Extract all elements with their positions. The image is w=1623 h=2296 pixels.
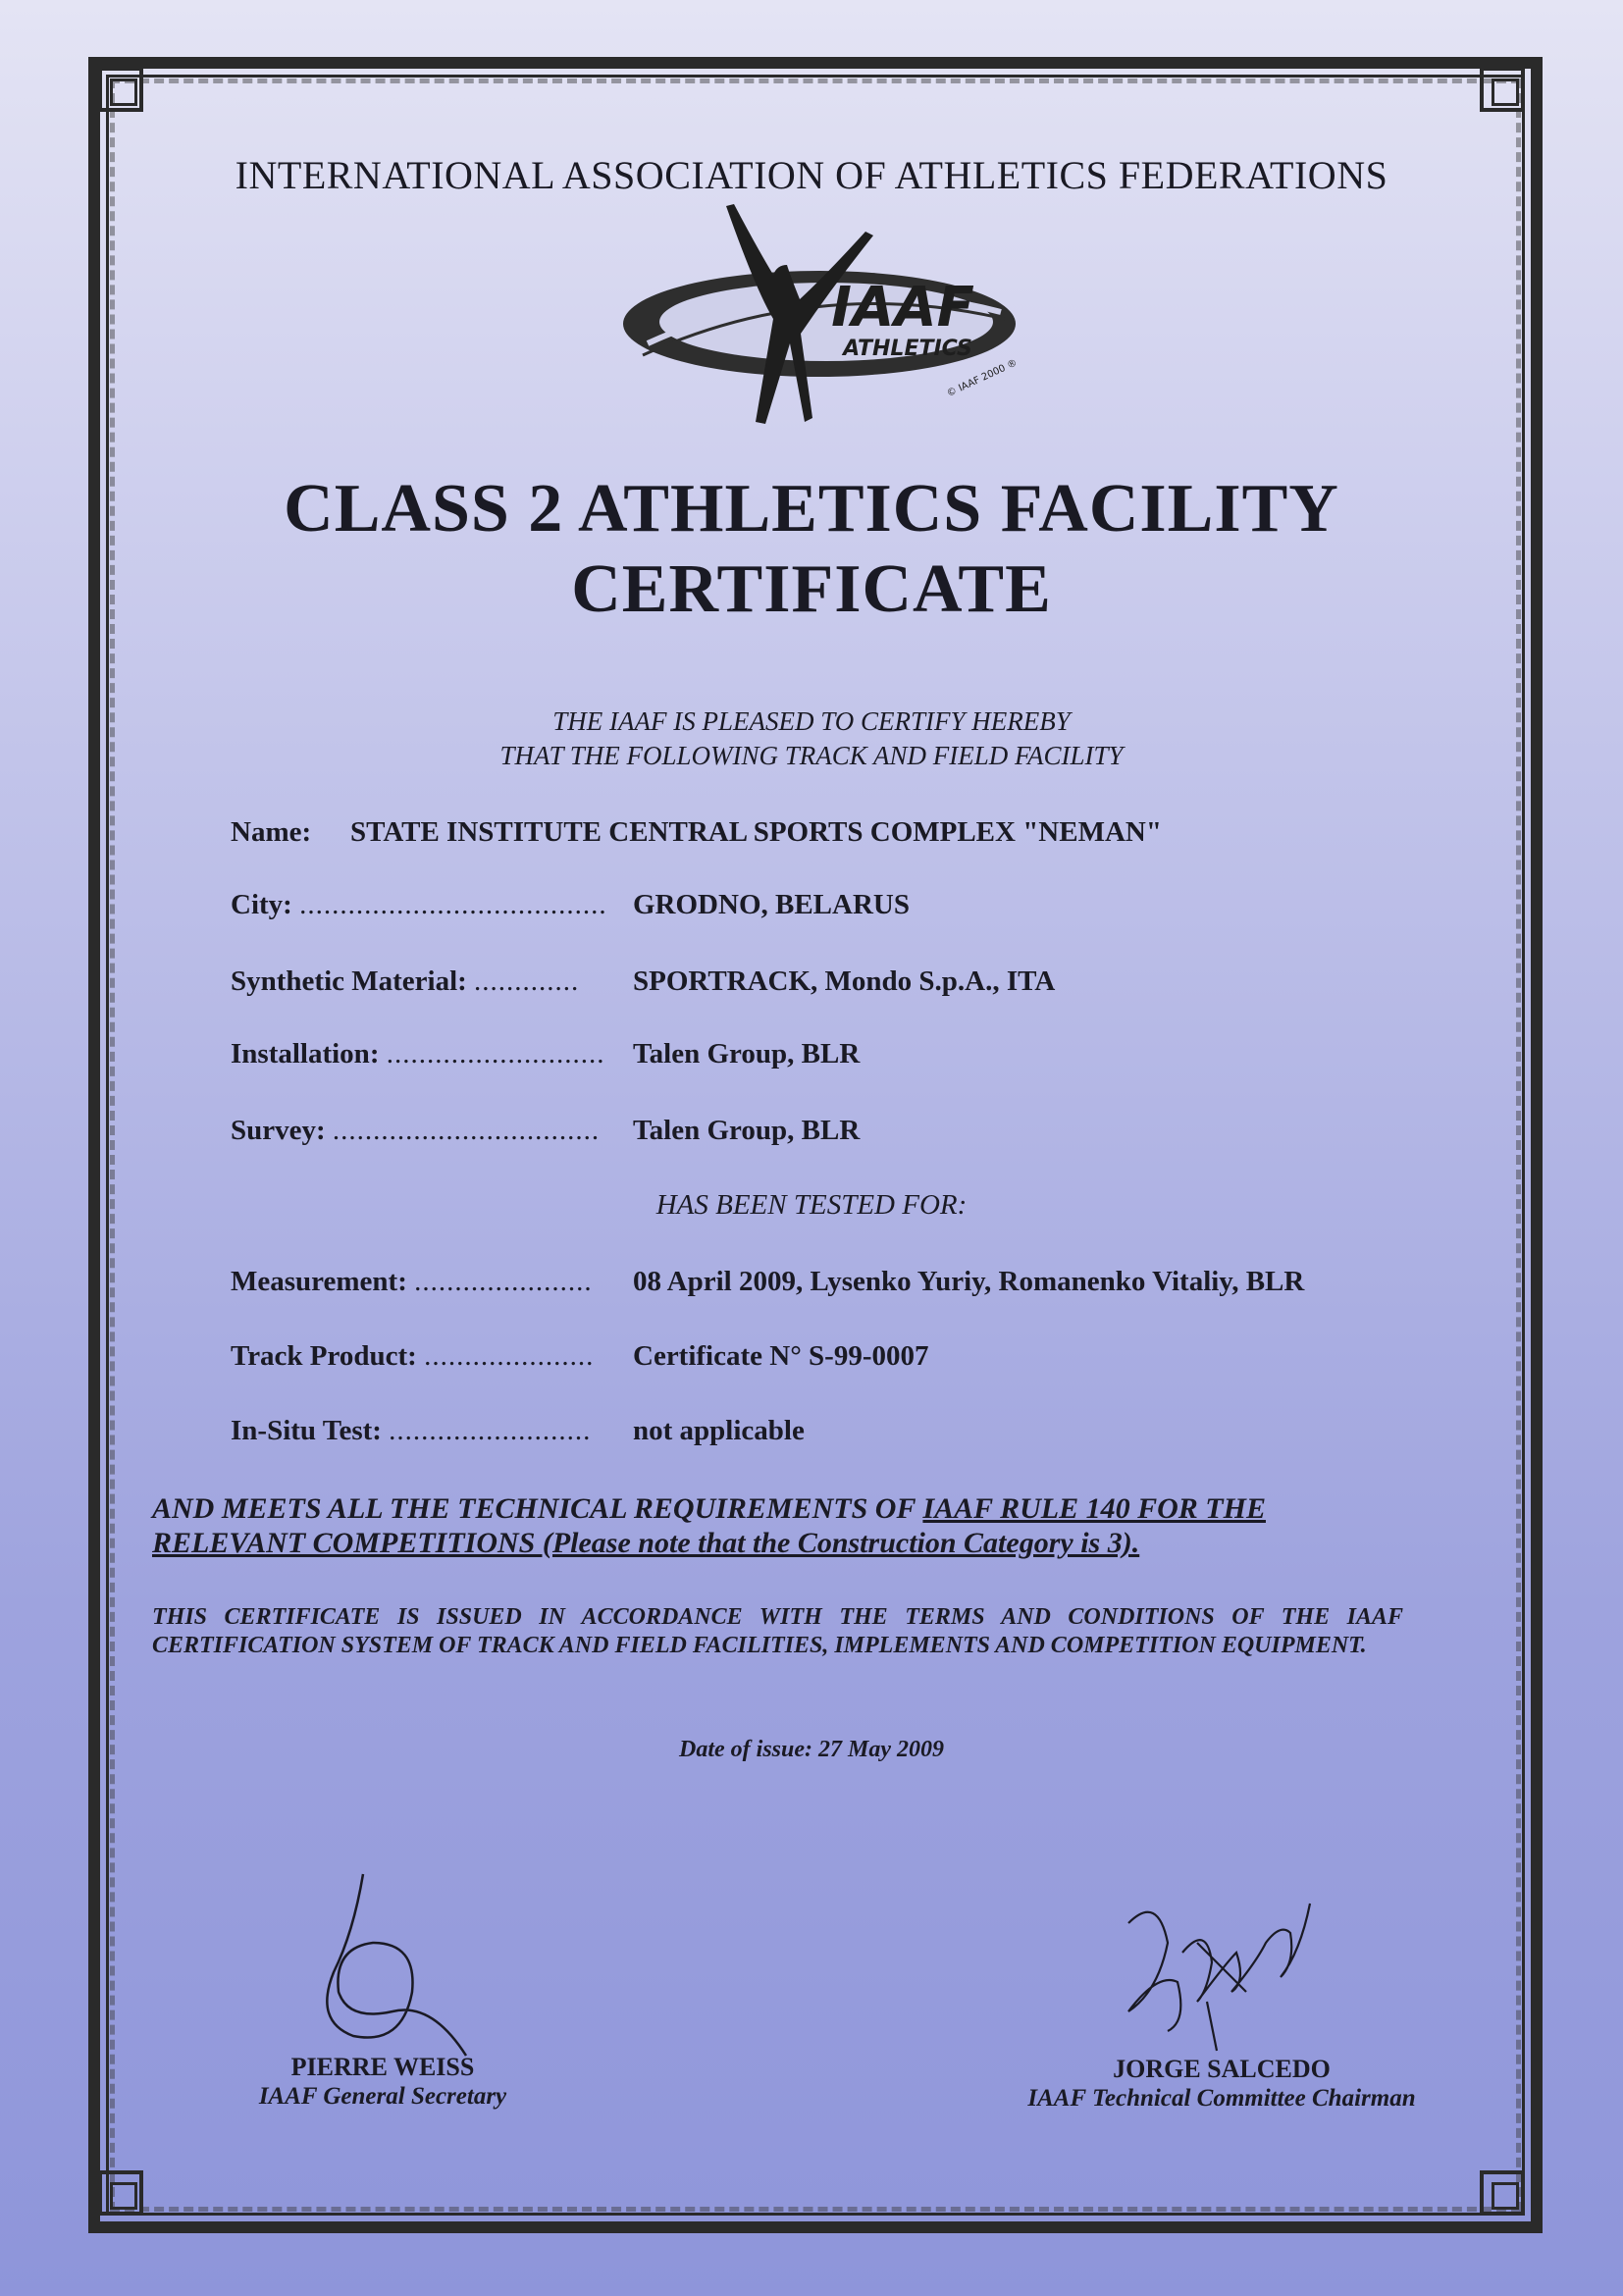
field-leader-dots: ..................... — [424, 1340, 595, 1372]
title-line-1: CLASS 2 ATHLETICS FACILITY — [284, 471, 1339, 547]
signatory-name: PIERRE WEISS — [290, 2053, 475, 2081]
requirements-line-2: RELEVANT COMPETITIONS (Please note that the Construction Category is 3). — [152, 1527, 1140, 1559]
organization-name: INTERNATIONAL ASSOCIATION OF ATHLETICS FEDERATIONS — [235, 153, 1388, 197]
rule-reference: IAAF RULE 140 FOR THE — [922, 1492, 1266, 1525]
field-leader-dots: ......................... — [389, 1415, 592, 1446]
field-track-product — [231, 1340, 929, 1373]
field-label: Name: — [231, 816, 312, 848]
signature-jorge-salcedo — [1099, 1884, 1325, 2061]
field-leader-dots: ............. — [474, 965, 580, 997]
field-survey — [231, 1115, 861, 1147]
field-leader-dots: ........................... — [386, 1038, 605, 1070]
field-label: Survey: — [231, 1115, 326, 1146]
field-value: not applicable — [633, 1415, 805, 1446]
logo-copyright: © IAAF 2000 ® — [945, 357, 1020, 400]
title-line-2: CERTIFICATE — [571, 551, 1052, 627]
signatory-role: IAAF Technical Committee Chairman — [1027, 2085, 1416, 2112]
requirements-statement — [152, 1491, 1403, 1560]
corner-ornament — [98, 2170, 143, 2216]
logo-text-athletics: ATHLETICS — [843, 337, 972, 361]
signatory-name: JORGE SALCEDO — [1113, 2055, 1331, 2083]
field-in-situ-test — [231, 1415, 805, 1447]
signatory-left — [186, 2053, 579, 2112]
field-value: 08 April 2009, Lysenko Yuriy, Romanenko Vitaliy, BLR — [633, 1266, 1305, 1297]
intro-line-2: THAT THE FOLLOWING TRACK AND FIELD FACILITY — [499, 741, 1124, 770]
certificate-title — [0, 469, 1623, 630]
iaaf-logo — [608, 196, 1030, 432]
field-name — [231, 816, 1162, 849]
intro-line-1: THE IAAF IS PLEASED TO CERTIFY HEREBY — [552, 706, 1071, 736]
signatory-right — [981, 2055, 1462, 2113]
date-of-issue: Date of issue: 27 May 2009 — [679, 1737, 944, 1762]
field-label: Synthetic Material: — [231, 965, 467, 997]
field-city — [231, 889, 910, 921]
corner-ornament — [1480, 67, 1525, 112]
logo-text-iaaf: IAAF — [831, 276, 974, 339]
field-label: Measurement: — [231, 1266, 407, 1297]
field-leader-dots: ...................... — [414, 1266, 593, 1297]
field-synthetic-material — [231, 965, 1056, 998]
field-value: STATE INSTITUTE CENTRAL SPORTS COMPLEX "NEMAN" — [350, 816, 1162, 848]
field-leader-dots: ................................. — [332, 1115, 601, 1146]
field-measurement — [231, 1266, 1305, 1298]
field-value: SPORTRACK, Mondo S.p.A., ITA — [633, 965, 1056, 997]
intro-statement — [0, 704, 1623, 773]
requirements-text: AND MEETS ALL THE TECHNICAL REQUIREMENTS OF — [152, 1492, 923, 1525]
field-label: City: — [231, 889, 292, 920]
field-value: Talen Group, BLR — [633, 1038, 861, 1070]
tested-for-heading: HAS BEEN TESTED FOR: — [655, 1189, 968, 1221]
field-value: Certificate N° S-99-0007 — [633, 1340, 929, 1372]
signature-pierre-weiss — [294, 1864, 471, 2061]
corner-ornament — [98, 67, 143, 112]
field-label: In-Situ Test: — [231, 1415, 382, 1446]
field-value: GRODNO, BELARUS — [633, 889, 910, 920]
field-leader-dots: ...................................... — [299, 889, 607, 920]
corner-ornament — [1480, 2170, 1525, 2216]
field-label: Installation: — [231, 1038, 380, 1070]
issuance-note: THIS CERTIFICATE IS ISSUED IN ACCORDANCE WITH THE TERMS AND CONDITIONS OF THE IAAF CERTIFICATION SYSTEM OF TRACK AND FIELD FACILITIES, IMPLEMENTS AND COMPETITION EQUIPMENT. — [152, 1604, 1403, 1658]
field-installation — [231, 1038, 861, 1070]
signatory-role: IAAF General Secretary — [258, 2083, 507, 2110]
field-label: Track Product: — [231, 1340, 417, 1372]
field-value: Talen Group, BLR — [633, 1115, 861, 1146]
